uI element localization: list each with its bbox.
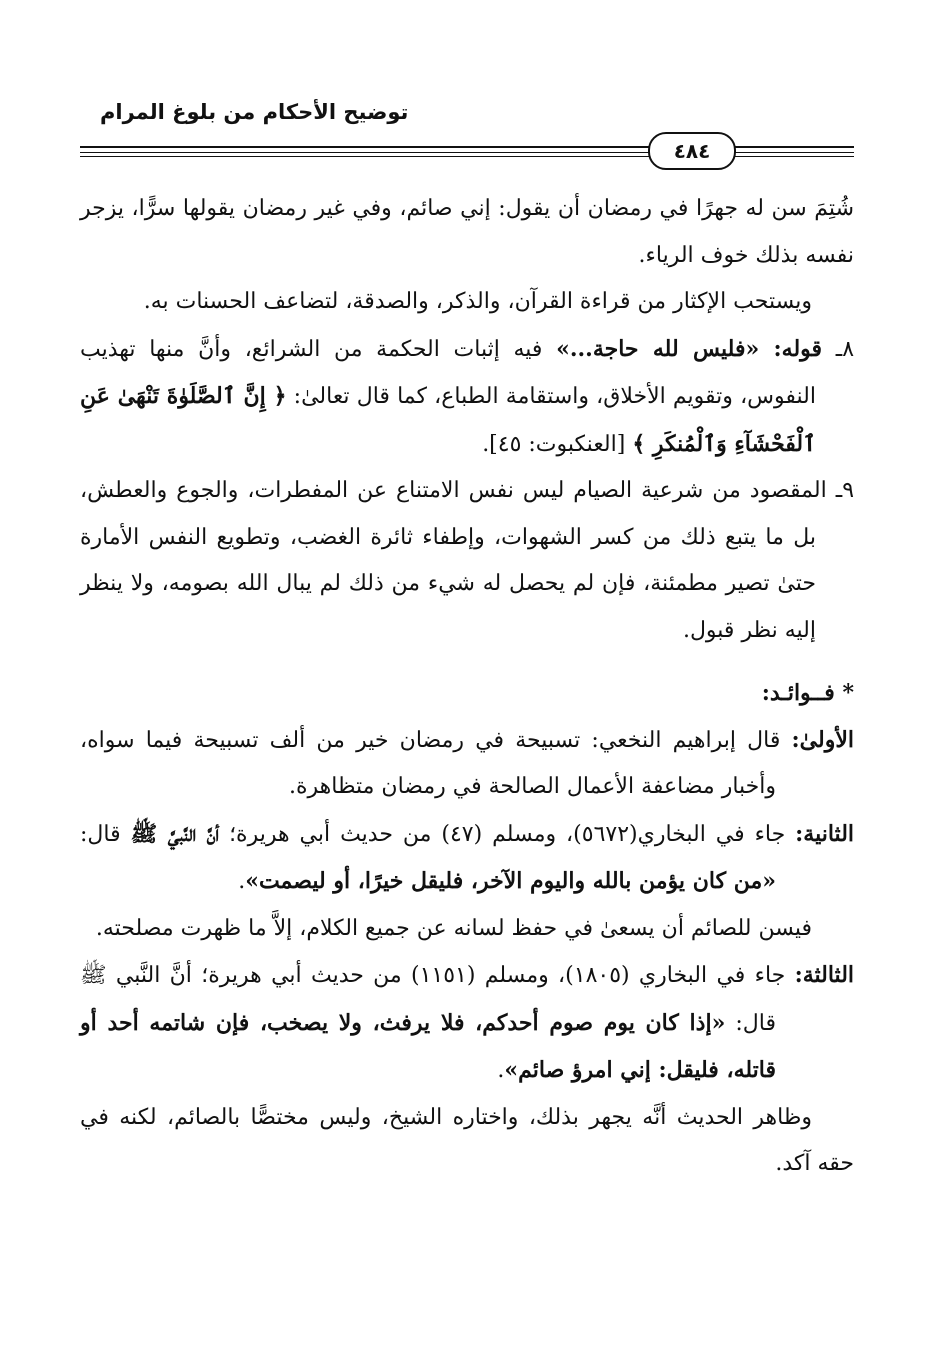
header-rule-bottom xyxy=(80,156,854,157)
benefit-text: قال: xyxy=(80,821,131,847)
benefit-text: جاء في البخاري(٥٦٧٢)، ومسلم (٤٧) من حديث أبي هريرة؛ xyxy=(219,821,796,847)
hadith-text: «من كان يؤمن بالله واليوم الآخر، فليقل خيرًا، أو ليصمت» xyxy=(245,868,776,894)
item-number: ٩ـ xyxy=(835,478,855,503)
spacer xyxy=(80,654,854,666)
running-title: توضيح الأحكام من بلوغ المرام xyxy=(100,100,409,124)
header-rule-top xyxy=(80,146,854,148)
paragraph-item-8 xyxy=(80,326,854,469)
benefit-label: الثانية: xyxy=(795,820,855,847)
page-body xyxy=(80,186,854,1188)
benefit-label: الأولىٰ: xyxy=(791,726,854,753)
quoted-phrase: قوله: «فليس لله حاجة...» xyxy=(556,335,823,362)
benefit-1 xyxy=(80,717,854,811)
hadith-text: «إذا كان يوم صوم أحدكم، فلا يرفث، ولا يصخب، فإن شاتمه أحد أو قاتله، فليقل: إني امرؤ صائم» xyxy=(80,1009,776,1083)
period: . xyxy=(238,869,246,894)
prophet-phrase: أنَّ النَّبيَّ ﷺ xyxy=(130,820,220,847)
quran-verse: ﴿ إِنَّ ٱلصَّلَوٰةَ تَنْهَىٰ عَنِ ٱلْفَحْشَآءِ وَٱلْمُنكَرِ ﴾ xyxy=(80,383,816,457)
benefit-text: قال إبراهيم النخعي: تسبيحة في رمضان خير من ألف تسبيحة فيما سواه، وأخبار مضاعفة الأعمال الصالحة في رمضان متظاهرة. xyxy=(80,727,792,799)
benefit-3-comment: وظاهر الحديث أنَّه يجهر بذلك، واختاره الشيخ، وليس مختصًّا بالصائم، لكنه في حقه آكد. xyxy=(80,1104,854,1176)
benefit-text: جاء في البخاري (١٨٠٥)، ومسلم (١١٥١) من حديث أبي هريرة؛ أنَّ النَّبي ﷺ قال: xyxy=(80,963,795,1036)
item-text: المقصود من شرعية الصيام ليس نفس الامتناع عن المفطرات، والجوع والعطش، بل ما يتبع ذلك من كسر الشهوات، وإطفاء ثائرة الغضب، وتطويع النفس الأمارة حتىٰ تصير مطمئنة، فإن لم يحصل له شيء من ذلك لم يبال الله بصومه، ولا ينظر إليه نظر قبول. xyxy=(80,478,827,643)
header-rule-middle xyxy=(80,152,854,153)
paragraph-2: ويستحب الإكثار من قراءة القرآن، والذكر، والصدقة، لتضاعف الحسنات به. xyxy=(143,289,812,314)
benefit-2 xyxy=(80,811,854,906)
fawaid-heading: * فــوائـد: xyxy=(761,680,854,706)
item-text: فيه إثبات الحكمة من الشرائع، وأنَّ منها تهذيب النفوس، وتقويم الأخلاق، واستقامة الطباع، كما قال تعالىٰ: xyxy=(80,336,816,409)
paragraph-1: شُتِمَ سن له جهرًا في رمضان أن يقول: إني صائم، وفي غير رمضان يقولها سرًّا، يزجر نفسه بذلك خوف الرياء. xyxy=(80,196,854,268)
page-header xyxy=(80,100,854,140)
paragraph-item-9 xyxy=(80,468,854,654)
benefit-label: الثالثة: xyxy=(794,962,855,988)
verse-reference: [العنكبوت: ٤٥]. xyxy=(482,431,633,457)
period: . xyxy=(497,1058,505,1083)
item-number: ٨ـ xyxy=(835,336,855,362)
benefit-2-comment: فيسن للصائم أن يسعىٰ في حفظ لسانه عن جميع الكلام، إلاَّ ما ظهرت مصلحته. xyxy=(95,915,812,941)
page-number: ٤٨٤ xyxy=(648,132,736,170)
benefit-3 xyxy=(80,952,854,1095)
